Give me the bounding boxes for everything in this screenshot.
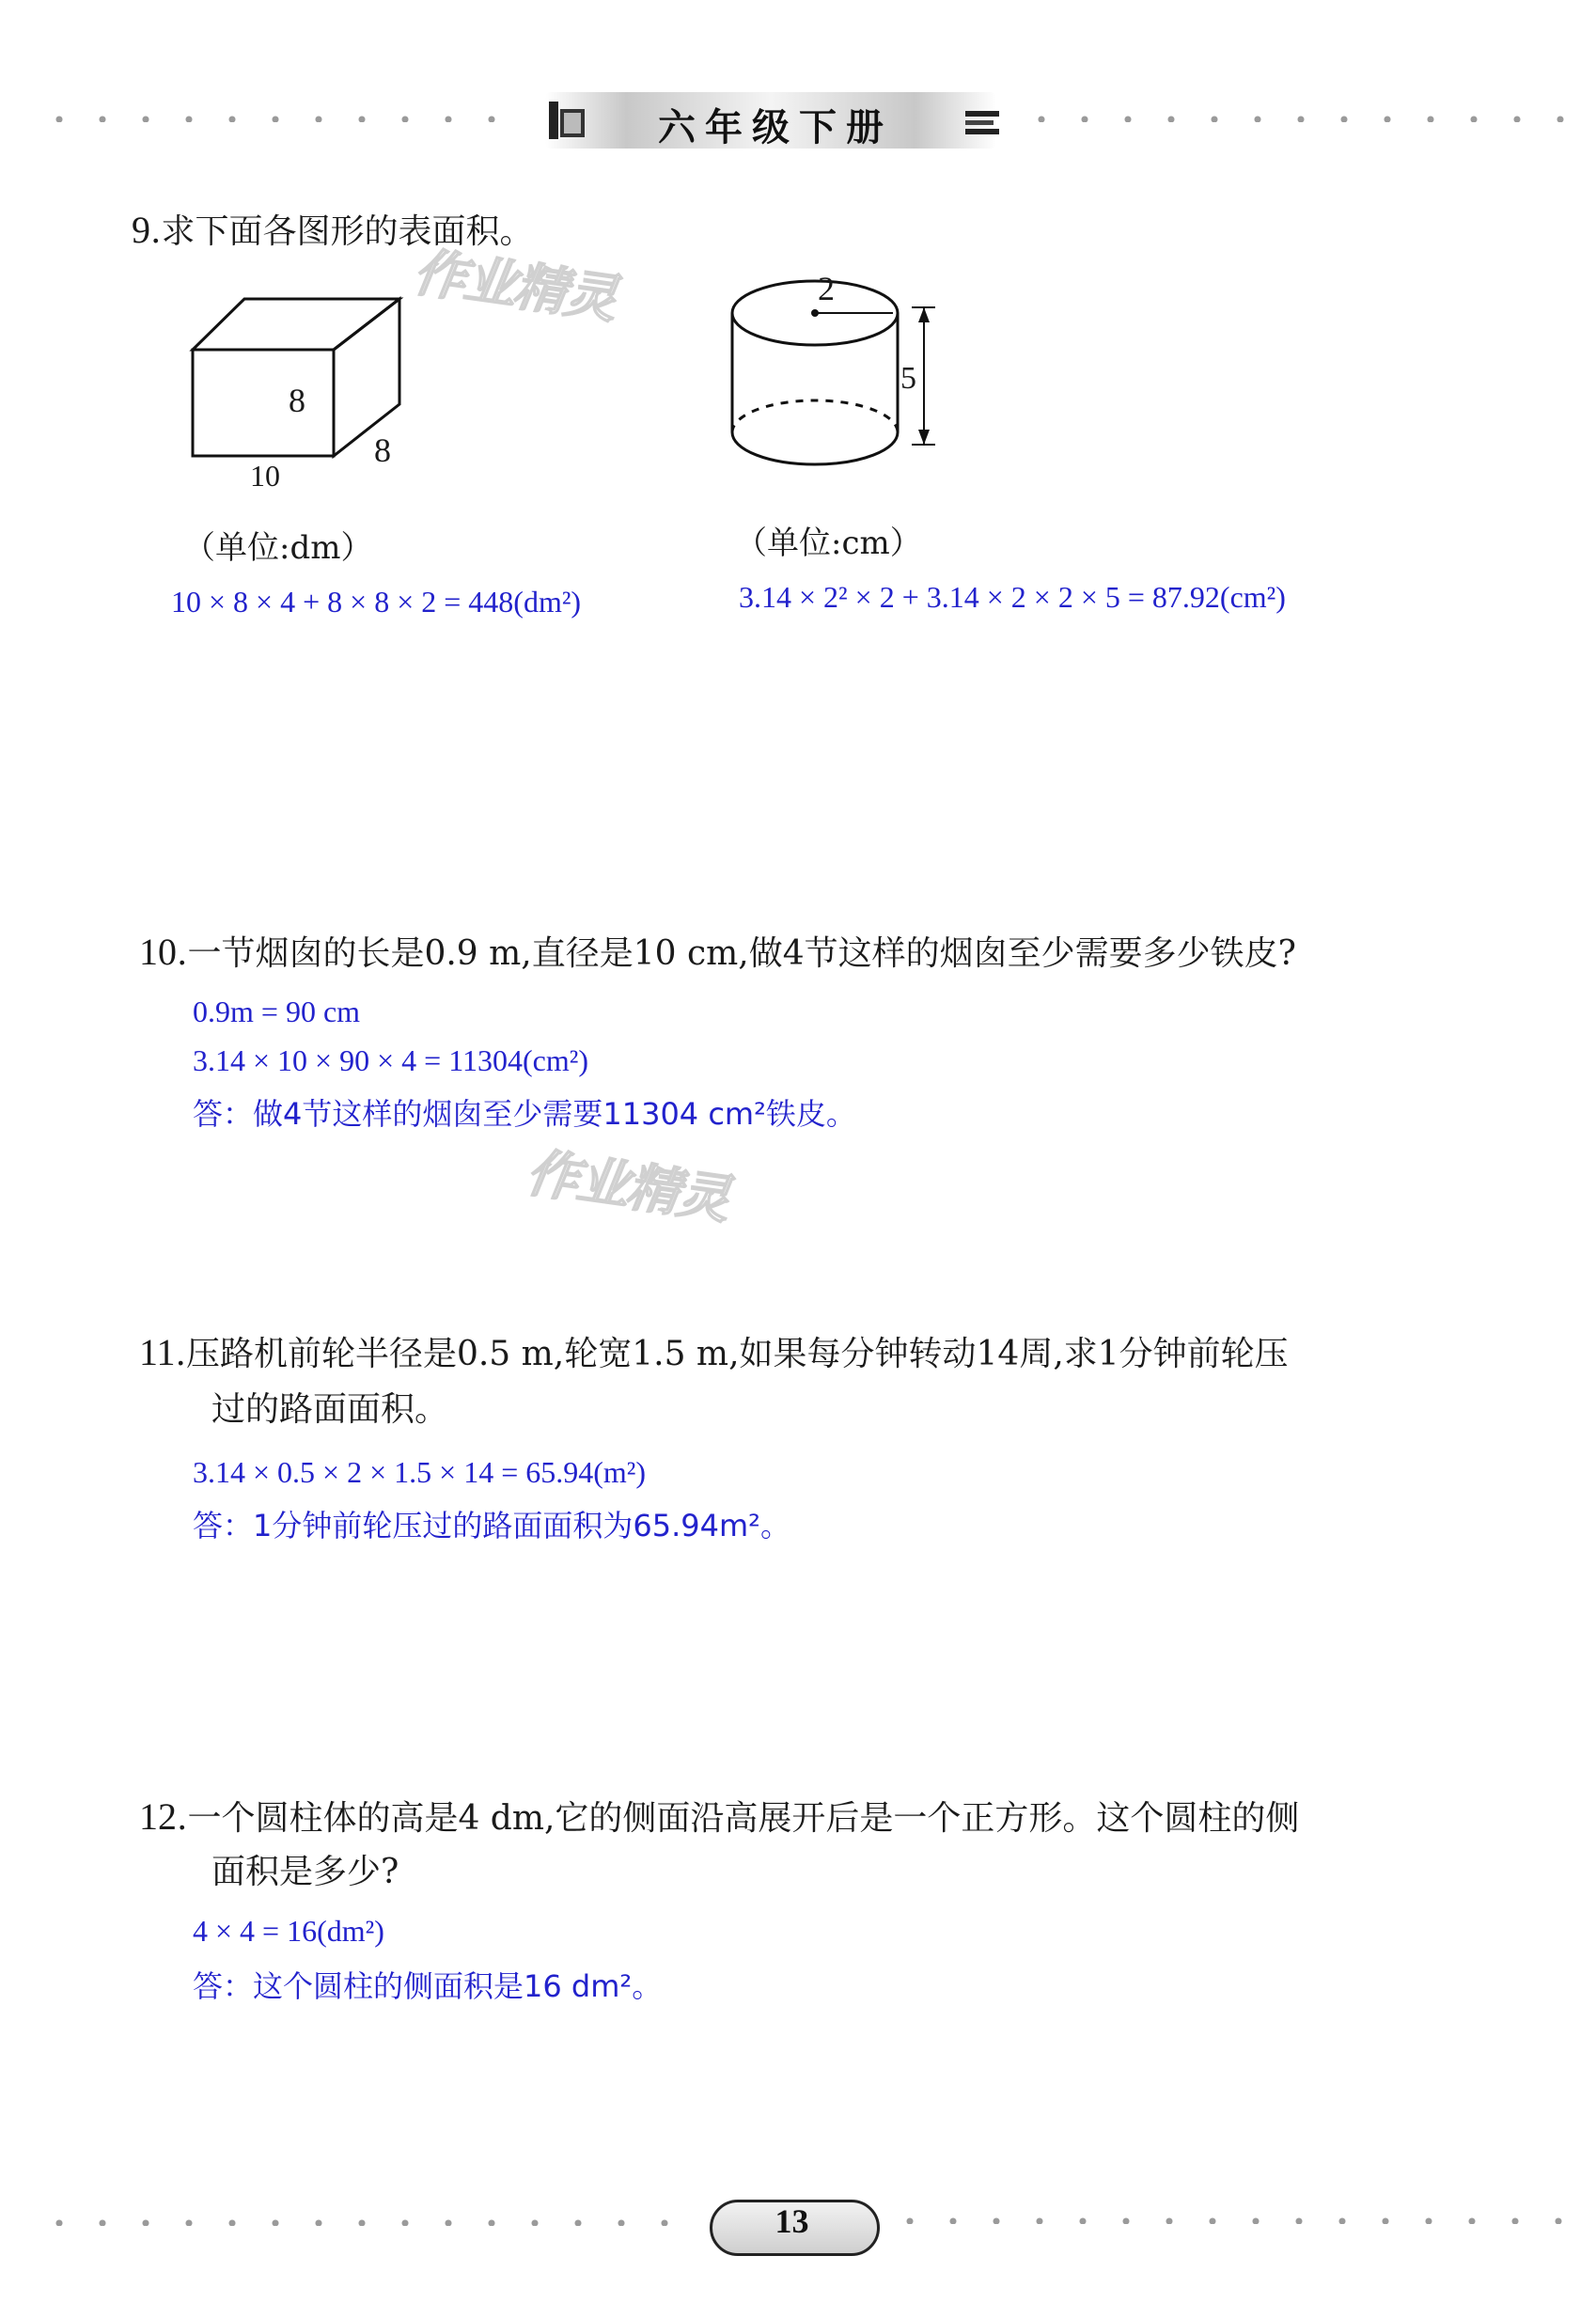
cuboid-unit: （单位:dm） [183, 529, 373, 567]
book-icon [545, 96, 602, 145]
question-number: 11 [139, 1331, 176, 1373]
cylinder-label-radius: 2 [818, 270, 835, 307]
footer-dots-right [888, 2217, 1565, 2224]
question-number: 12 [139, 1795, 177, 1838]
cylinder-unit: （单位:cm） [735, 525, 922, 562]
header-dots-left [38, 115, 526, 122]
answer-statement: 答：做4节这样的烟囱至少需要11304 cm²铁皮。 [193, 1096, 856, 1132]
answer-line: 3.14 × 10 × 90 × 4 = 11304(cm²) [193, 1043, 588, 1077]
cuboid-label-depth: 8 [374, 431, 391, 469]
answer-line: 3.14 × 0.5 × 2 × 1.5 × 14 = 65.94(m²) [193, 1455, 647, 1489]
answer-line: 0.9m = 90 cm [193, 995, 361, 1028]
question-11-line2: 过的路面面积。 [211, 1390, 449, 1429]
answer-cuboid: 10 × 8 × 4 + 8 × 8 × 2 = 448(dm²) [171, 585, 582, 619]
question-text: .求下面各图形的表面积。 [150, 212, 534, 251]
question-11 [139, 1327, 1289, 1378]
watermark: 作业精灵 [409, 242, 619, 331]
question-number: 10 [139, 931, 177, 973]
cylinder-label-height: 5 [900, 361, 916, 396]
header-dots-right [1020, 115, 1565, 122]
header-ornament-icon [963, 105, 1006, 143]
question-text: .一个圆柱体的高是4 dm,它的侧面沿高展开后是一个正方形。这个圆柱的侧 [177, 1799, 1300, 1838]
answer-statement: 答：这个圆柱的侧面积是16 dm²。 [193, 1968, 663, 2004]
answer-line: 4 × 4 = 16(dm²) [193, 1914, 384, 1948]
question-text: .压路机前轮半径是0.5 m,轮宽1.5 m,如果每分钟转动14周,求1分钟前轮压 [175, 1335, 1289, 1373]
question-12-line2: 面积是多少? [211, 1853, 399, 1891]
answer-statement: 答：1分钟前轮压过的路面面积为65.94m²。 [193, 1508, 790, 1543]
footer-dots-left [38, 2218, 696, 2226]
question-number: 9 [132, 209, 150, 251]
cuboid-label-height: 8 [289, 382, 305, 419]
question-10 [139, 927, 1296, 978]
question-text: .一节烟囱的长是0.9 m,直径是10 cm,做4节这样的烟囱至少需要多少铁皮? [177, 934, 1296, 973]
page-number: 13 [775, 2202, 809, 2240]
cylinder-diagram [719, 268, 954, 494]
watermark: 作业精灵 [522, 1142, 732, 1231]
cuboid-label-length: 10 [250, 459, 280, 493]
answer-cylinder: 3.14 × 2² × 2 + 3.14 × 2 × 2 × 5 = 87.92(cm²) [739, 580, 1286, 614]
question-12 [139, 1792, 1299, 1842]
header-title: 六年级下册 [658, 106, 893, 149]
